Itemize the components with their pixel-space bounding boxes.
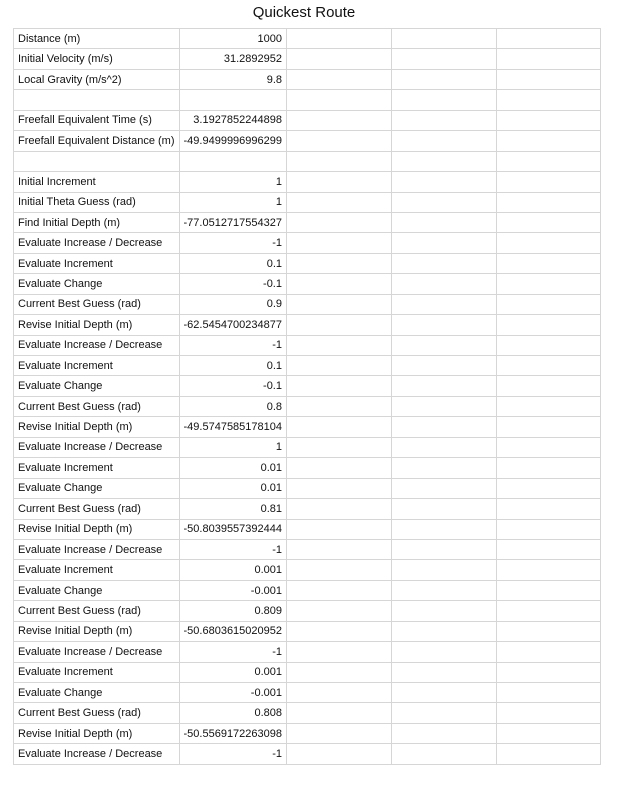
- table-row: [14, 110, 601, 130]
- cell-empty[interactable]: [287, 519, 392, 539]
- cell-empty[interactable]: [287, 131, 392, 151]
- cell-empty[interactable]: [287, 233, 392, 253]
- cell-empty[interactable]: [392, 356, 497, 376]
- table-row: [14, 294, 601, 314]
- cell-value[interactable]: -1: [179, 335, 286, 355]
- cell-value[interactable]: -0.001: [179, 580, 286, 600]
- cell-value[interactable]: -0.1: [179, 376, 286, 396]
- cell-empty[interactable]: [497, 744, 601, 764]
- table-row: [14, 519, 601, 539]
- sheet-title: Quickest Route: [252, 4, 356, 21]
- cell-empty[interactable]: [392, 192, 497, 212]
- cell-value[interactable]: -50.8039557392444: [179, 519, 286, 539]
- cell-empty[interactable]: [497, 49, 601, 69]
- cell-empty[interactable]: [287, 212, 392, 232]
- cell-value[interactable]: -77.0512717554327: [179, 212, 286, 232]
- cell-empty[interactable]: [287, 662, 392, 682]
- cell-empty[interactable]: [497, 539, 601, 559]
- cell-empty[interactable]: [392, 274, 497, 294]
- cell-label[interactable]: Distance (m): [14, 29, 180, 49]
- cell-empty[interactable]: [287, 356, 392, 376]
- spreadsheet-table: [13, 28, 601, 765]
- cell-value[interactable]: 1: [179, 172, 286, 192]
- cell-empty[interactable]: [287, 417, 392, 437]
- cell-empty[interactable]: [497, 192, 601, 212]
- table-row: [14, 560, 601, 580]
- cell-label[interactable]: Evaluate Increment: [14, 662, 180, 682]
- cell-empty[interactable]: [392, 49, 497, 69]
- cell-label[interactable]: Evaluate Change: [14, 274, 180, 294]
- cell-empty[interactable]: [287, 703, 392, 723]
- cell-empty[interactable]: [497, 683, 601, 703]
- cell-label[interactable]: Initial Theta Guess (rad): [14, 192, 180, 212]
- cell-empty[interactable]: [392, 417, 497, 437]
- cell-empty[interactable]: [392, 458, 497, 478]
- cell-value[interactable]: -49.5747585178104: [179, 417, 286, 437]
- cell-empty[interactable]: [287, 110, 392, 130]
- table-row: [14, 212, 601, 232]
- table-row: [14, 683, 601, 703]
- cell-label[interactable]: Evaluate Change: [14, 580, 180, 600]
- cell-empty[interactable]: [287, 683, 392, 703]
- cell-empty[interactable]: [392, 315, 497, 335]
- cell-value[interactable]: 0.809: [179, 601, 286, 621]
- cell-value[interactable]: -62.5454700234877: [179, 315, 286, 335]
- cell-empty[interactable]: [497, 499, 601, 519]
- cell-label[interactable]: Evaluate Increment: [14, 253, 180, 273]
- cell-empty[interactable]: [497, 560, 601, 580]
- cell-empty[interactable]: [497, 356, 601, 376]
- table-row: [14, 580, 601, 600]
- cell-value[interactable]: 0.1: [179, 356, 286, 376]
- cell-label[interactable]: Evaluate Increment: [14, 458, 180, 478]
- cell-label[interactable]: Evaluate Change: [14, 683, 180, 703]
- cell-empty[interactable]: [497, 335, 601, 355]
- cell-empty[interactable]: [497, 601, 601, 621]
- cell-empty[interactable]: [392, 478, 497, 498]
- table-row: [14, 642, 601, 662]
- table-row: [14, 437, 601, 457]
- cell-empty[interactable]: [392, 683, 497, 703]
- cell-empty[interactable]: [392, 723, 497, 743]
- cell-label[interactable]: [14, 151, 180, 171]
- cell-empty[interactable]: [497, 703, 601, 723]
- cell-empty[interactable]: [287, 642, 392, 662]
- cell-value[interactable]: 31.2892952: [179, 49, 286, 69]
- cell-value[interactable]: 1000: [179, 29, 286, 49]
- cell-empty[interactable]: [497, 151, 601, 171]
- table-row: [14, 90, 601, 110]
- table-row: [14, 621, 601, 641]
- cell-empty[interactable]: [392, 131, 497, 151]
- cell-empty[interactable]: [287, 539, 392, 559]
- cell-label[interactable]: Freefall Equivalent Distance (m): [14, 131, 180, 151]
- cell-empty[interactable]: [287, 172, 392, 192]
- spreadsheet-body: [14, 29, 601, 765]
- cell-empty[interactable]: [287, 458, 392, 478]
- cell-empty[interactable]: [497, 131, 601, 151]
- cell-value[interactable]: -50.5569172263098: [179, 723, 286, 743]
- cell-value[interactable]: 0.1: [179, 253, 286, 273]
- cell-value[interactable]: 0.9: [179, 294, 286, 314]
- cell-empty[interactable]: [392, 744, 497, 764]
- cell-empty[interactable]: [392, 642, 497, 662]
- cell-empty[interactable]: [392, 90, 497, 110]
- cell-empty[interactable]: [287, 335, 392, 355]
- cell-value[interactable]: -0.001: [179, 683, 286, 703]
- table-row: [14, 499, 601, 519]
- cell-empty[interactable]: [287, 723, 392, 743]
- cell-empty[interactable]: [287, 274, 392, 294]
- cell-empty[interactable]: [392, 539, 497, 559]
- cell-empty[interactable]: [392, 703, 497, 723]
- cell-label[interactable]: Current Best Guess (rad): [14, 294, 180, 314]
- cell-empty[interactable]: [287, 621, 392, 641]
- cell-empty[interactable]: [392, 396, 497, 416]
- cell-value[interactable]: 9.8: [179, 69, 286, 89]
- cell-label[interactable]: Evaluate Increase / Decrease: [14, 437, 180, 457]
- cell-empty[interactable]: [287, 29, 392, 49]
- cell-value[interactable]: 1: [179, 192, 286, 212]
- cell-label[interactable]: Evaluate Increment: [14, 356, 180, 376]
- table-row: [14, 69, 601, 89]
- cell-empty[interactable]: [392, 29, 497, 49]
- cell-label[interactable]: Revise Initial Depth (m): [14, 417, 180, 437]
- cell-label[interactable]: Evaluate Increase / Decrease: [14, 539, 180, 559]
- cell-label[interactable]: Evaluate Increment: [14, 560, 180, 580]
- cell-empty[interactable]: [497, 519, 601, 539]
- cell-empty[interactable]: [497, 212, 601, 232]
- table-row: [14, 274, 601, 294]
- cell-value[interactable]: 0.01: [179, 478, 286, 498]
- table-row: [14, 192, 601, 212]
- cell-empty[interactable]: [392, 437, 497, 457]
- table-row: [14, 601, 601, 621]
- table-row: [14, 315, 601, 335]
- cell-empty[interactable]: [392, 151, 497, 171]
- cell-value[interactable]: 0.808: [179, 703, 286, 723]
- cell-label[interactable]: Revise Initial Depth (m): [14, 621, 180, 641]
- cell-value[interactable]: -1: [179, 744, 286, 764]
- cell-label[interactable]: Evaluate Change: [14, 478, 180, 498]
- cell-value[interactable]: 0.01: [179, 458, 286, 478]
- table-row: [14, 703, 601, 723]
- cell-empty[interactable]: [497, 253, 601, 273]
- cell-empty[interactable]: [497, 315, 601, 335]
- cell-value[interactable]: -50.6803615020952: [179, 621, 286, 641]
- cell-empty[interactable]: [392, 601, 497, 621]
- cell-value[interactable]: 1: [179, 437, 286, 457]
- table-row: [14, 29, 601, 49]
- cell-empty[interactable]: [497, 233, 601, 253]
- cell-label[interactable]: Evaluate Increase / Decrease: [14, 335, 180, 355]
- cell-empty[interactable]: [287, 192, 392, 212]
- cell-empty[interactable]: [497, 458, 601, 478]
- table-row: [14, 478, 601, 498]
- cell-empty[interactable]: [497, 29, 601, 49]
- cell-empty[interactable]: [392, 376, 497, 396]
- table-row: [14, 49, 601, 69]
- cell-empty[interactable]: [392, 172, 497, 192]
- cell-empty[interactable]: [287, 294, 392, 314]
- cell-empty[interactable]: [392, 560, 497, 580]
- cell-empty[interactable]: [392, 662, 497, 682]
- table-row: [14, 335, 601, 355]
- cell-empty[interactable]: [287, 315, 392, 335]
- cell-empty[interactable]: [287, 744, 392, 764]
- cell-value[interactable]: 0.8: [179, 396, 286, 416]
- cell-value[interactable]: 0.001: [179, 662, 286, 682]
- cell-value[interactable]: 0.001: [179, 560, 286, 580]
- cell-empty[interactable]: [497, 723, 601, 743]
- cell-label[interactable]: Find Initial Depth (m): [14, 212, 180, 232]
- cell-empty[interactable]: [287, 253, 392, 273]
- cell-empty[interactable]: [287, 560, 392, 580]
- cell-empty[interactable]: [497, 417, 601, 437]
- cell-empty[interactable]: [497, 642, 601, 662]
- table-row: [14, 458, 601, 478]
- cell-empty[interactable]: [392, 519, 497, 539]
- cell-empty[interactable]: [392, 294, 497, 314]
- cell-value[interactable]: -1: [179, 539, 286, 559]
- cell-empty[interactable]: [287, 580, 392, 600]
- cell-label[interactable]: Initial Increment: [14, 172, 180, 192]
- table-row: [14, 396, 601, 416]
- cell-label[interactable]: Current Best Guess (rad): [14, 499, 180, 519]
- cell-empty[interactable]: [392, 580, 497, 600]
- cell-empty[interactable]: [497, 172, 601, 192]
- cell-empty[interactable]: [392, 233, 497, 253]
- cell-empty[interactable]: [497, 478, 601, 498]
- table-row: [14, 172, 601, 192]
- cell-empty[interactable]: [392, 253, 497, 273]
- cell-empty[interactable]: [392, 212, 497, 232]
- table-row: [14, 253, 601, 273]
- cell-value[interactable]: 3.1927852244898: [179, 110, 286, 130]
- cell-empty[interactable]: [497, 396, 601, 416]
- cell-label[interactable]: Initial Velocity (m/s): [14, 49, 180, 69]
- cell-label[interactable]: Evaluate Increase / Decrease: [14, 744, 180, 764]
- cell-empty[interactable]: [287, 499, 392, 519]
- cell-empty[interactable]: [287, 151, 392, 171]
- table-row: [14, 744, 601, 764]
- cell-empty[interactable]: [497, 662, 601, 682]
- cell-empty[interactable]: [497, 90, 601, 110]
- cell-empty[interactable]: [392, 499, 497, 519]
- cell-label[interactable]: Revise Initial Depth (m): [14, 315, 180, 335]
- cell-empty[interactable]: [392, 621, 497, 641]
- cell-empty[interactable]: [497, 580, 601, 600]
- table-row: [14, 376, 601, 396]
- cell-empty[interactable]: [287, 376, 392, 396]
- cell-value[interactable]: -0.1: [179, 274, 286, 294]
- cell-empty[interactable]: [497, 621, 601, 641]
- cell-value[interactable]: [179, 151, 286, 171]
- cell-label[interactable]: Current Best Guess (rad): [14, 396, 180, 416]
- table-row: [14, 131, 601, 151]
- cell-label[interactable]: Freefall Equivalent Time (s): [14, 110, 180, 130]
- table-row: [14, 417, 601, 437]
- cell-empty[interactable]: [287, 601, 392, 621]
- cell-label[interactable]: Evaluate Increase / Decrease: [14, 642, 180, 662]
- table-row: [14, 356, 601, 376]
- cell-empty[interactable]: [287, 478, 392, 498]
- cell-empty[interactable]: [392, 69, 497, 89]
- cell-value[interactable]: [179, 90, 286, 110]
- cell-label[interactable]: Evaluate Change: [14, 376, 180, 396]
- cell-label[interactable]: Revise Initial Depth (m): [14, 723, 180, 743]
- cell-value[interactable]: -49.9499996996299: [179, 131, 286, 151]
- table-row: [14, 233, 601, 253]
- cell-empty[interactable]: [287, 49, 392, 69]
- cell-empty[interactable]: [287, 69, 392, 89]
- cell-value[interactable]: -1: [179, 233, 286, 253]
- cell-label[interactable]: Evaluate Increase / Decrease: [14, 233, 180, 253]
- cell-label[interactable]: Local Gravity (m/s^2): [14, 69, 180, 89]
- table-row: [14, 662, 601, 682]
- table-row: [14, 151, 601, 171]
- cell-value[interactable]: 0.81: [179, 499, 286, 519]
- cell-value[interactable]: -1: [179, 642, 286, 662]
- cell-empty[interactable]: [287, 396, 392, 416]
- cell-label[interactable]: Current Best Guess (rad): [14, 703, 180, 723]
- cell-empty[interactable]: [497, 69, 601, 89]
- cell-empty[interactable]: [392, 335, 497, 355]
- table-row: [14, 539, 601, 559]
- table-row: [14, 723, 601, 743]
- cell-label[interactable]: Revise Initial Depth (m): [14, 519, 180, 539]
- cell-empty[interactable]: [497, 274, 601, 294]
- cell-empty[interactable]: [497, 294, 601, 314]
- cell-empty[interactable]: [287, 90, 392, 110]
- cell-empty[interactable]: [497, 376, 601, 396]
- cell-empty[interactable]: [392, 110, 497, 130]
- cell-empty[interactable]: [497, 110, 601, 130]
- cell-label[interactable]: [14, 90, 180, 110]
- cell-empty[interactable]: [287, 437, 392, 457]
- cell-empty[interactable]: [497, 437, 601, 457]
- cell-label[interactable]: Current Best Guess (rad): [14, 601, 180, 621]
